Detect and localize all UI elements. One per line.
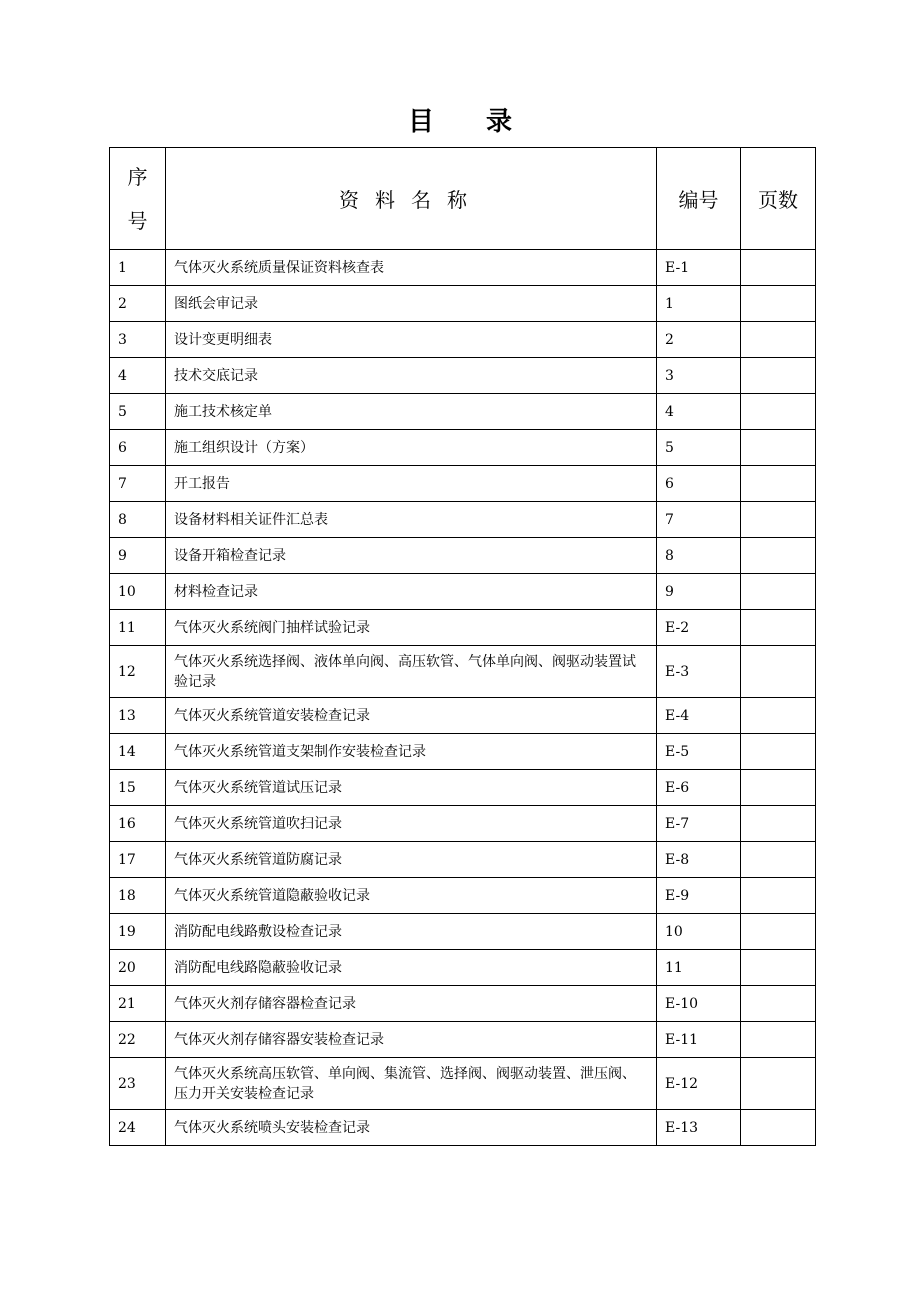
row-name: 气体灭火系统管道试压记录 xyxy=(166,770,657,806)
row-pages xyxy=(741,734,816,770)
row-seq: 11 xyxy=(110,610,166,646)
row-seq: 22 xyxy=(110,1022,166,1058)
row-seq: 19 xyxy=(110,914,166,950)
row-name: 气体灭火系统管道支架制作安装检查记录 xyxy=(166,734,657,770)
row-pages xyxy=(741,806,816,842)
table-row xyxy=(110,770,816,806)
row-code: 5 xyxy=(657,430,741,466)
header-code: 编号 xyxy=(657,148,741,250)
row-name: 设备开箱检查记录 xyxy=(166,538,657,574)
row-code: E-3 xyxy=(657,646,741,698)
table-row xyxy=(110,1110,816,1146)
row-pages xyxy=(741,1058,816,1110)
row-pages xyxy=(741,1110,816,1146)
row-code: 8 xyxy=(657,538,741,574)
row-pages xyxy=(741,646,816,698)
row-code: E-12 xyxy=(657,1058,741,1110)
table-row xyxy=(110,806,816,842)
row-seq: 5 xyxy=(110,394,166,430)
row-name: 气体灭火系统选择阀、液体单向阀、高压软管、气体单向阀、阀驱动装置试验记录 xyxy=(166,646,657,698)
row-pages xyxy=(741,430,816,466)
row-name: 气体灭火系统管道安装检查记录 xyxy=(166,698,657,734)
table-row xyxy=(110,842,816,878)
table-row xyxy=(110,986,816,1022)
table-row xyxy=(110,466,816,502)
row-code: E-5 xyxy=(657,734,741,770)
table-row xyxy=(110,394,816,430)
row-seq: 9 xyxy=(110,538,166,574)
row-seq: 15 xyxy=(110,770,166,806)
row-name: 气体灭火系统管道隐蔽验收记录 xyxy=(166,878,657,914)
header-seq xyxy=(110,148,166,250)
row-pages xyxy=(741,842,816,878)
table-row xyxy=(110,538,816,574)
row-pages xyxy=(741,502,816,538)
row-code: 4 xyxy=(657,394,741,430)
row-pages xyxy=(741,250,816,286)
header-pages: 页数 xyxy=(741,148,816,250)
row-pages xyxy=(741,466,816,502)
row-name: 气体灭火系统高压软管、单向阀、集流管、选择阀、阀驱动装置、泄压阀、压力开关安装检查记录 xyxy=(166,1058,657,1110)
table-row xyxy=(110,286,816,322)
row-code: E-4 xyxy=(657,698,741,734)
row-code: E-1 xyxy=(657,250,741,286)
header-seq-line1: 序 xyxy=(127,164,148,189)
row-code: E-7 xyxy=(657,806,741,842)
row-seq: 10 xyxy=(110,574,166,610)
table-row xyxy=(110,734,816,770)
row-seq: 2 xyxy=(110,286,166,322)
table-row xyxy=(110,1058,816,1110)
row-seq: 4 xyxy=(110,358,166,394)
row-seq: 18 xyxy=(110,878,166,914)
table-row xyxy=(110,250,816,286)
row-seq: 14 xyxy=(110,734,166,770)
row-seq: 6 xyxy=(110,430,166,466)
table-row xyxy=(110,502,816,538)
table-row xyxy=(110,574,816,610)
row-seq: 3 xyxy=(110,322,166,358)
row-seq: 20 xyxy=(110,950,166,986)
catalog-table xyxy=(109,147,816,1146)
row-pages xyxy=(741,574,816,610)
row-code: 6 xyxy=(657,466,741,502)
row-seq: 16 xyxy=(110,806,166,842)
row-code: E-6 xyxy=(657,770,741,806)
row-code: 7 xyxy=(657,502,741,538)
row-name: 设计变更明细表 xyxy=(166,322,657,358)
table-row xyxy=(110,950,816,986)
row-pages xyxy=(741,914,816,950)
row-code: 2 xyxy=(657,322,741,358)
row-name: 消防配电线路敷设检查记录 xyxy=(166,914,657,950)
row-pages xyxy=(741,1022,816,1058)
row-pages xyxy=(741,986,816,1022)
row-seq: 1 xyxy=(110,250,166,286)
row-pages xyxy=(741,610,816,646)
row-seq: 13 xyxy=(110,698,166,734)
table-row xyxy=(110,646,816,698)
row-name: 气体灭火系统质量保证资料核查表 xyxy=(166,250,657,286)
row-code: E-8 xyxy=(657,842,741,878)
row-seq: 21 xyxy=(110,986,166,1022)
table-row xyxy=(110,1022,816,1058)
row-name: 施工技术核定单 xyxy=(166,394,657,430)
row-pages xyxy=(741,698,816,734)
row-pages xyxy=(741,322,816,358)
row-seq: 24 xyxy=(110,1110,166,1146)
row-code: 11 xyxy=(657,950,741,986)
row-pages xyxy=(741,878,816,914)
row-code: E-13 xyxy=(657,1110,741,1146)
table-row xyxy=(110,610,816,646)
row-name: 材料检查记录 xyxy=(166,574,657,610)
table-row xyxy=(110,358,816,394)
row-pages xyxy=(741,770,816,806)
row-name: 气体灭火系统管道防腐记录 xyxy=(166,842,657,878)
row-name: 技术交底记录 xyxy=(166,358,657,394)
page-title: 目 录 xyxy=(407,107,512,137)
row-name: 气体灭火剂存储容器安装检查记录 xyxy=(166,1022,657,1058)
row-name: 开工报告 xyxy=(166,466,657,502)
header-name: 资料名称 xyxy=(166,148,657,250)
row-code: 1 xyxy=(657,286,741,322)
table-row xyxy=(110,322,816,358)
row-code: 10 xyxy=(657,914,741,950)
table-body xyxy=(110,250,816,1146)
row-pages xyxy=(741,538,816,574)
row-name: 设备材料相关证件汇总表 xyxy=(166,502,657,538)
row-pages xyxy=(741,358,816,394)
header-seq-line2: 号 xyxy=(127,208,148,233)
row-seq: 17 xyxy=(110,842,166,878)
row-seq: 12 xyxy=(110,646,166,698)
row-pages xyxy=(741,950,816,986)
row-code: E-9 xyxy=(657,878,741,914)
table-row xyxy=(110,878,816,914)
row-seq: 23 xyxy=(110,1058,166,1110)
row-code: E-2 xyxy=(657,610,741,646)
row-pages xyxy=(741,286,816,322)
row-name: 消防配电线路隐蔽验收记录 xyxy=(166,950,657,986)
table-row xyxy=(110,430,816,466)
row-code: E-11 xyxy=(657,1022,741,1058)
table-row xyxy=(110,698,816,734)
row-seq: 8 xyxy=(110,502,166,538)
row-seq: 7 xyxy=(110,466,166,502)
table-header-row xyxy=(110,148,816,250)
row-name: 气体灭火系统阀门抽样试验记录 xyxy=(166,610,657,646)
row-name: 施工组织设计（方案） xyxy=(166,430,657,466)
row-name: 气体灭火系统喷头安装检查记录 xyxy=(166,1110,657,1146)
row-name: 气体灭火系统管道吹扫记录 xyxy=(166,806,657,842)
row-code: 9 xyxy=(657,574,741,610)
row-pages xyxy=(741,394,816,430)
row-name: 气体灭火剂存储容器检查记录 xyxy=(166,986,657,1022)
table-row xyxy=(110,914,816,950)
row-code: E-10 xyxy=(657,986,741,1022)
row-name: 图纸会审记录 xyxy=(166,286,657,322)
row-code: 3 xyxy=(657,358,741,394)
